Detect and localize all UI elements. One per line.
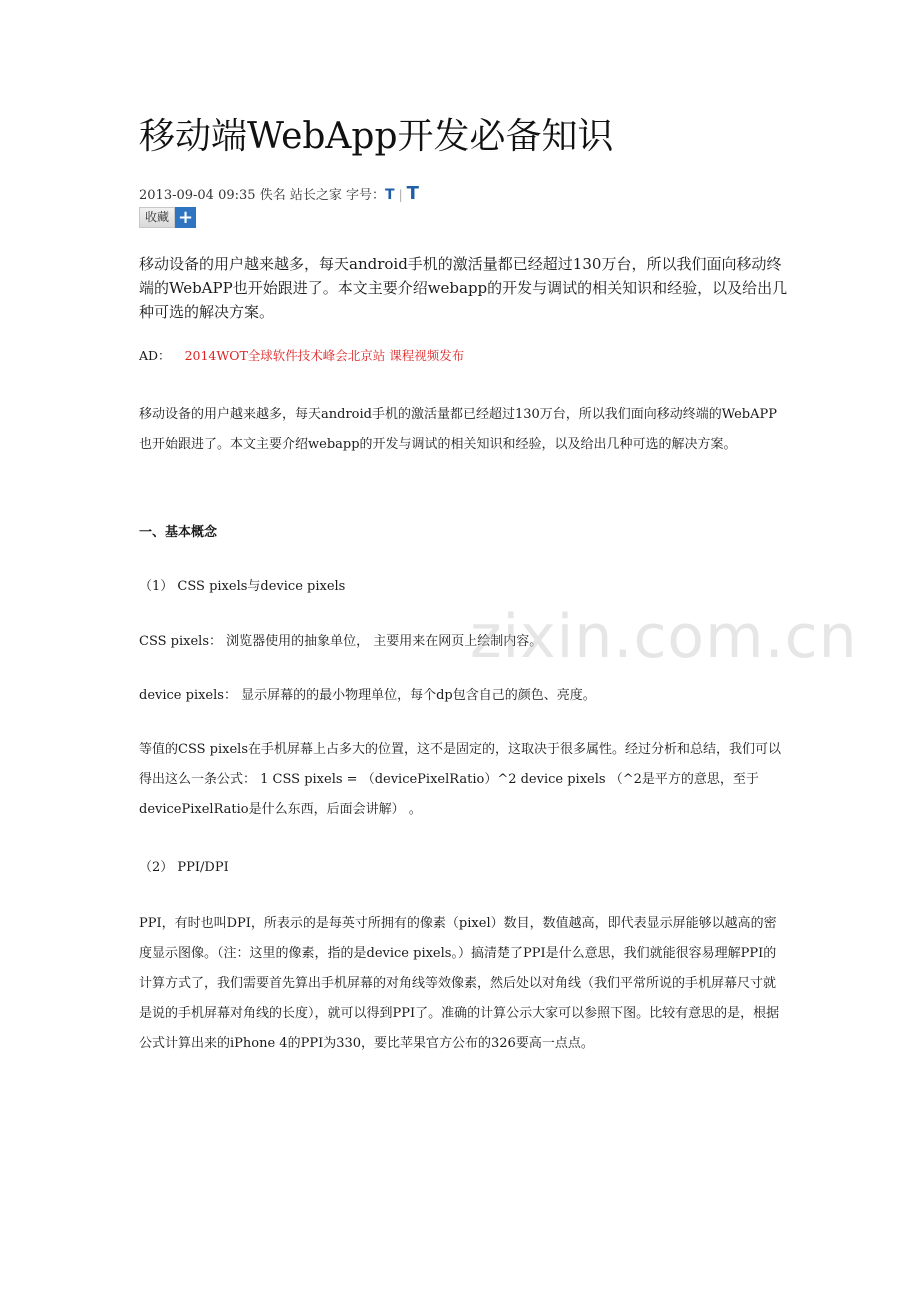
font-small-button[interactable]: T xyxy=(385,187,395,203)
ad-link[interactable]: 2014WOT全球软件技术峰会北京站 课程视频发布 xyxy=(184,348,465,363)
subheading-ppi-dpi: （2） PPI/DPI xyxy=(139,860,229,875)
plus-icon: + xyxy=(175,207,196,228)
author: 佚名 xyxy=(259,188,286,203)
article-lead: 移动设备的用户越来越多，每天android手机的激活量都已经超过130万台，所以我们面向移动终端的WebAPP也开始跟进了。本文主要介绍webapp的开发与调试的相关知识和经验，以及给出几种可选的解决方案。 xyxy=(139,255,788,321)
publish-datetime: 2013-09-04 09:35 xyxy=(139,188,256,203)
favorite-label: 收藏 xyxy=(139,207,175,228)
section-heading-basic-concepts: 一、基本概念 xyxy=(139,525,218,540)
body-paragraph-css-pixels: CSS pixels： 浏览器使用的抽象单位， 主要用来在网页上绘制内容。 xyxy=(139,634,543,649)
ad-banner xyxy=(139,346,464,366)
body-paragraph-device-pixels: device pixels： 显示屏幕的的最小物理单位，每个dp包含自己的颜色、亮度。 xyxy=(139,688,596,703)
ad-label: AD： xyxy=(139,348,171,363)
subheading-css-pixels: （1） CSS pixels与device pixels xyxy=(139,579,346,594)
source: 站长之家 xyxy=(289,188,342,203)
font-size-label: 字号： xyxy=(346,188,386,203)
body-paragraph-formula: 等值的CSS pixels在手机屏幕上占多大的位置，这不是固定的，这取决于很多属性。经过分析和总结，我们可以得出这么一条公式： 1 CSS pixels = （devicePixelRatio）^2 device pixels （^2是平方的意思，至于 devicePixelRatio是什么东西，后面会讲解） 。 xyxy=(139,742,781,817)
article-meta xyxy=(139,184,419,206)
article-title: 移动端WebApp开发必备知识 xyxy=(139,116,614,157)
favorite-button[interactable] xyxy=(139,207,196,228)
font-large-button[interactable]: T xyxy=(406,183,419,204)
body-paragraph-ppi: PPI，有时也叫DPI，所表示的是每英寸所拥有的像素（pixel）数目，数值越高，即代表显示屏能够以越高的密度显示图像。（注：这里的像素，指的是device pixels。）搞清楚了PPI是什么意思，我们就能很容易理解PPI的计算方式了，我们需要首先算出手机屏幕的对角线等效像素，然后处以对角线（我们平常所说的手机屏幕尺寸就是说的手机屏幕对角线的长度），就可以得到PPI了。准确的计算公示大家可以参照下图。比较有意思的是，根据公式计算出来的iPhone 4的PPI为330，要比苹果官方公布的326要高一点点。 xyxy=(139,916,780,1051)
body-paragraph-intro: 移动设备的用户越来越多，每天android手机的激活量都已经超过130万台，所以我们面向移动终端的WebAPP也开始跟进了。本文主要介绍webapp的开发与调试的相关知识和经验，以及给出几种可选的解决方案。 xyxy=(139,407,777,452)
font-size-separator: | xyxy=(398,188,403,202)
watermark: zixin.com.cn xyxy=(470,602,858,672)
